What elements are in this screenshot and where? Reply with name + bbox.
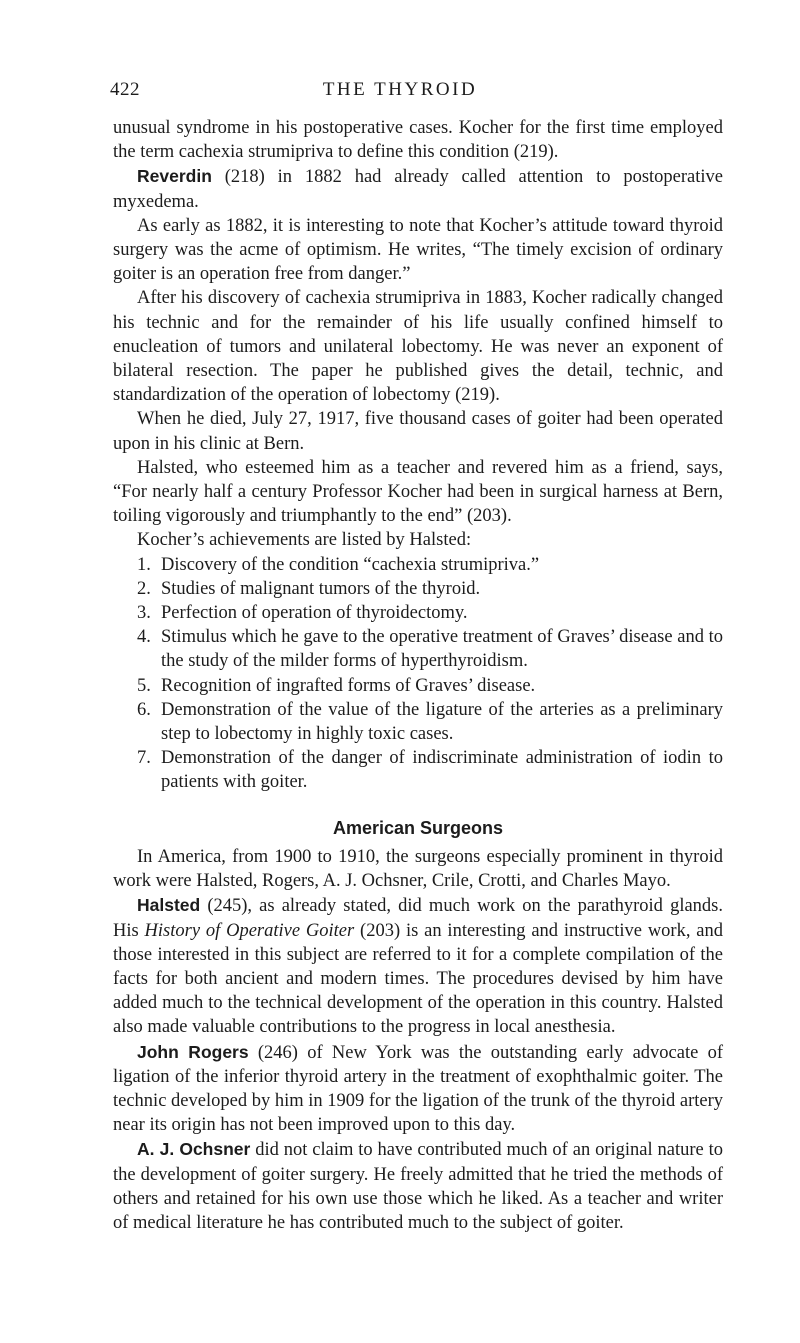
list-number: 7. bbox=[137, 748, 151, 769]
paragraph-technic-change: After his discovery of cachexia strumipriva in 1883, Kocher radically changed his technic and for the remainder of his life usually confined himself to enucleation of tumors and unilateral lobectomy. He was never an exponent of bilateral resection. The paper he published gives the detail, technic, and standardization of the operation of lobectomy (219). bbox=[113, 288, 723, 406]
paragraph-halsted bbox=[113, 893, 723, 1039]
list-text: Perfection of operation of thyroidectomy. bbox=[161, 603, 468, 624]
list-number: 1. bbox=[137, 554, 151, 575]
list-text: Demonstration of the danger of indiscriminate administration of iodin to patients with goiter. bbox=[161, 748, 723, 793]
page-header bbox=[0, 78, 800, 102]
list-number: 5. bbox=[137, 675, 151, 696]
list-item bbox=[137, 601, 723, 625]
list-text: Recognition of ingrafted forms of Graves’ disease. bbox=[161, 675, 536, 696]
paragraph-death: When he died, July 27, 1917, five thousand cases of goiter had been operated upon in his clinic at Bern. bbox=[113, 409, 723, 454]
paragraph-rogers bbox=[113, 1040, 723, 1138]
list-item bbox=[137, 746, 723, 794]
list-text: Demonstration of the value of the ligature of the arteries as a preliminary step to lobectomy in highly toxic cases. bbox=[161, 699, 723, 745]
halsted-text-a: (245), as already stated, did much work on the parathyroid glands. His bbox=[113, 896, 723, 941]
rogers-text: (246) of New York was the outstanding early advocate of ligation of the inferior thyroid artery in the treatment of exophthalmic goiter. The technic developed by him in 1909 for the ligation of the trunk of the thyroid artery near its origin has not been improved upon to this day. bbox=[113, 1042, 723, 1136]
ochsner-text: did not claim to have contributed much of an original nature to the development of goiter surgery. He freely admitted that he tried the methods of others and retained for his own use those which he liked. As a teacher and writer of medical literature he has contributed much to the subject of goiter. bbox=[113, 1140, 723, 1233]
paragraph-achievements-intro: Kocher’s achievements are listed by Halsted: bbox=[137, 530, 472, 551]
list-item bbox=[137, 674, 723, 698]
paragraph-halsted-quote: Halsted, who esteemed him as a teacher and revered him as a friend, says, “For nearly half a century Professor Kocher had been in surgical harness at Bern, toiling vigorously and triumphantly to the end” (203). bbox=[113, 457, 723, 527]
list-text: Studies of malignant tumors of the thyroid. bbox=[161, 578, 481, 599]
list-number: 6. bbox=[137, 699, 151, 720]
list-text: Discovery of the condition “cachexia strumipriva.” bbox=[161, 554, 540, 575]
paragraph-ochsner bbox=[113, 1137, 723, 1235]
page-body bbox=[113, 116, 723, 1235]
paragraph-optimism: As early as 1882, it is interesting to note that Kocher’s attitude toward thyroid surgery was the acme of optimism. He writes, “The timely excision of ordinary goiter is an operation free from danger.” bbox=[113, 215, 723, 285]
paragraph-american-intro: In America, from 1900 to 1910, the surgeons especially prominent in thyroid work were Halsted, Rogers, A. J. Ochsner, Crile, Crotti, and Charles Mayo. bbox=[113, 846, 723, 892]
running-title: THE THYROID bbox=[322, 79, 478, 100]
paragraph-reverdin bbox=[113, 164, 723, 213]
list-item bbox=[137, 698, 723, 746]
section-heading: American Surgeons bbox=[332, 817, 504, 838]
list-item bbox=[137, 553, 723, 577]
page-number: 422 bbox=[110, 79, 140, 100]
name-reverdin: Reverdin bbox=[137, 166, 212, 187]
list-text: Stimulus which he gave to the operative treatment of Graves’ disease and to the study of the milder forms of hyperthyroidism. bbox=[161, 627, 723, 672]
list-item bbox=[137, 625, 723, 673]
book-title: History of Operative Goiter bbox=[144, 920, 355, 941]
list-number: 3. bbox=[137, 603, 151, 624]
name-rogers: John Rogers bbox=[137, 1041, 249, 1062]
list-number: 4. bbox=[137, 627, 151, 648]
name-halsted: Halsted bbox=[137, 895, 201, 916]
halsted-text-b: (203) is an interesting and instructive work, and those interested in this subject are referred to it for a complete compilation of the facts for both ancient and modern times. The procedures devised by him have added much to the technical development of the operation in this country. Halsted also made valuable contributions to the progress in local anesthesia. bbox=[113, 920, 724, 1038]
paragraph-reverdin-text: (218) in 1882 had already called attention to postoperative myxedema. bbox=[113, 167, 723, 212]
achievements-list bbox=[113, 553, 723, 795]
name-ochsner: A. J. Ochsner bbox=[137, 1139, 251, 1160]
paragraph-continuation: unusual syndrome in his postoperative cases. Kocher for the first time employed the term cachexia strumipriva to define this condition (219). bbox=[113, 118, 723, 163]
list-number: 2. bbox=[137, 578, 151, 599]
list-item bbox=[137, 577, 723, 601]
